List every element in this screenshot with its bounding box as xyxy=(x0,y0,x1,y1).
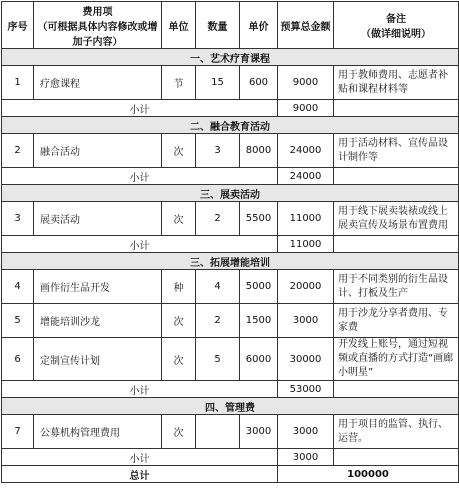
row-unit: 次 xyxy=(162,304,196,338)
subtotal-value: 24000 xyxy=(278,168,334,185)
header-qty: 数量 xyxy=(196,2,240,49)
row-qty: 3 xyxy=(196,134,240,168)
row-unit: 次 xyxy=(162,338,196,381)
row-qty: 4 xyxy=(196,270,240,304)
row-seq: 3 xyxy=(2,202,34,236)
budget-table xyxy=(1,1,459,483)
header-row xyxy=(2,2,459,49)
row-note: 开发线上账号，通过短视频或直播的方式打造“画廊小明星” xyxy=(334,338,459,381)
row-price: 1500 xyxy=(240,304,278,338)
grand-total-label: 总计 xyxy=(2,466,278,483)
header-item xyxy=(34,2,162,49)
subtotal-row xyxy=(2,449,459,466)
row-note: 用于活动材料、宣传品设计制作等 xyxy=(334,134,459,168)
table-row xyxy=(2,338,459,381)
row-unit: 次 xyxy=(162,134,196,168)
row-seq: 5 xyxy=(2,304,34,338)
section-title: 三、拓展增能培训 xyxy=(2,253,459,270)
section-header-row xyxy=(2,398,459,415)
row-price: 5500 xyxy=(240,202,278,236)
row-seq: 1 xyxy=(2,66,34,100)
row-total: 30000 xyxy=(278,338,334,381)
header-price: 单价 xyxy=(240,2,278,49)
subtotal-value: 9000 xyxy=(278,100,334,117)
subtotal-value: 11000 xyxy=(278,236,334,253)
row-qty: 2 xyxy=(196,304,240,338)
row-note: 用于项目的监管、执行、运营。 xyxy=(334,415,459,449)
header-item-line1: 费用项 xyxy=(82,6,113,18)
row-item-name: 融合活动 xyxy=(34,134,162,168)
header-seq: 序号 xyxy=(2,2,34,49)
row-item-name: 增能培训沙龙 xyxy=(34,304,162,338)
row-seq: 4 xyxy=(2,270,34,304)
header-note xyxy=(334,2,459,49)
row-seq: 6 xyxy=(2,338,34,381)
section-header-row xyxy=(2,49,459,66)
section-title: 三、展卖活动 xyxy=(2,185,459,202)
row-qty: 2 xyxy=(196,202,240,236)
row-qty: 5 xyxy=(196,338,240,381)
section-header-row xyxy=(2,117,459,134)
subtotal-value: 3000 xyxy=(278,449,334,466)
header-note-line2: （做详细说明） xyxy=(361,29,431,40)
row-note: 用于线下展卖装裱或线上展卖宣传及场景布置费用 xyxy=(334,202,459,236)
header-total: 预算总金额 xyxy=(278,2,334,49)
section-title: 一、艺术疗育课程 xyxy=(2,49,459,66)
subtotal-note-empty xyxy=(334,236,459,253)
subtotal-row xyxy=(2,100,459,117)
header-item-line2: （可根据具体内容修改或增加子内容） xyxy=(37,21,158,48)
section-title: 四、管理费 xyxy=(2,398,459,415)
row-unit: 节 xyxy=(162,66,196,100)
header-unit: 单位 xyxy=(162,2,196,49)
row-item-name: 画作衍生品开发 xyxy=(34,270,162,304)
row-seq: 7 xyxy=(2,415,34,449)
grand-total-row xyxy=(2,466,459,483)
table-row xyxy=(2,134,459,168)
row-unit: 种 xyxy=(162,270,196,304)
section-title: 二、融合教育活动 xyxy=(2,117,459,134)
table-row xyxy=(2,66,459,100)
subtotal-row xyxy=(2,168,459,185)
row-item-name: 定制宣传计划 xyxy=(34,338,162,381)
row-price: 6000 xyxy=(240,338,278,381)
row-seq: 2 xyxy=(2,134,34,168)
row-total: 11000 xyxy=(278,202,334,236)
row-note: 用于沙龙分享者费用、专家费 xyxy=(334,304,459,338)
subtotal-label: 小计 xyxy=(2,100,278,117)
row-unit: 次 xyxy=(162,415,196,449)
row-price: 5000 xyxy=(240,270,278,304)
row-total: 3000 xyxy=(278,415,334,449)
subtotal-note-empty xyxy=(334,381,459,398)
grand-total-value: 100000 xyxy=(278,466,459,483)
row-total: 9000 xyxy=(278,66,334,100)
table-row xyxy=(2,415,459,449)
row-note: 用于不同类别的衍生品设计、打板及生产 xyxy=(334,270,459,304)
subtotal-value: 53000 xyxy=(278,381,334,398)
row-note: 用于教师费用、志愿者补贴和课程材料等 xyxy=(334,66,459,100)
row-item-name: 公募机构管理费用 xyxy=(34,415,162,449)
header-note-line1: 备注 xyxy=(386,14,406,25)
row-total: 3000 xyxy=(278,304,334,338)
subtotal-note-empty xyxy=(334,100,459,117)
row-price: 600 xyxy=(240,66,278,100)
row-unit: 次 xyxy=(162,202,196,236)
section-header-row xyxy=(2,253,459,270)
subtotal-note-empty xyxy=(334,168,459,185)
table-row xyxy=(2,202,459,236)
subtotal-label: 小计 xyxy=(2,236,278,253)
row-price: 8000 xyxy=(240,134,278,168)
section-header-row xyxy=(2,185,459,202)
row-total: 24000 xyxy=(278,134,334,168)
row-price: 3000 xyxy=(240,415,278,449)
subtotal-row xyxy=(2,236,459,253)
row-qty: 15 xyxy=(196,66,240,100)
subtotal-note-empty xyxy=(334,449,459,466)
row-total: 20000 xyxy=(278,270,334,304)
row-item-name: 展卖活动 xyxy=(34,202,162,236)
table-row xyxy=(2,270,459,304)
subtotal-row xyxy=(2,381,459,398)
row-item-name: 疗愈课程 xyxy=(34,66,162,100)
subtotal-label: 小计 xyxy=(2,381,278,398)
row-qty xyxy=(196,415,240,449)
subtotal-label: 小计 xyxy=(2,449,278,466)
subtotal-label: 小计 xyxy=(2,168,278,185)
table-row xyxy=(2,304,459,338)
